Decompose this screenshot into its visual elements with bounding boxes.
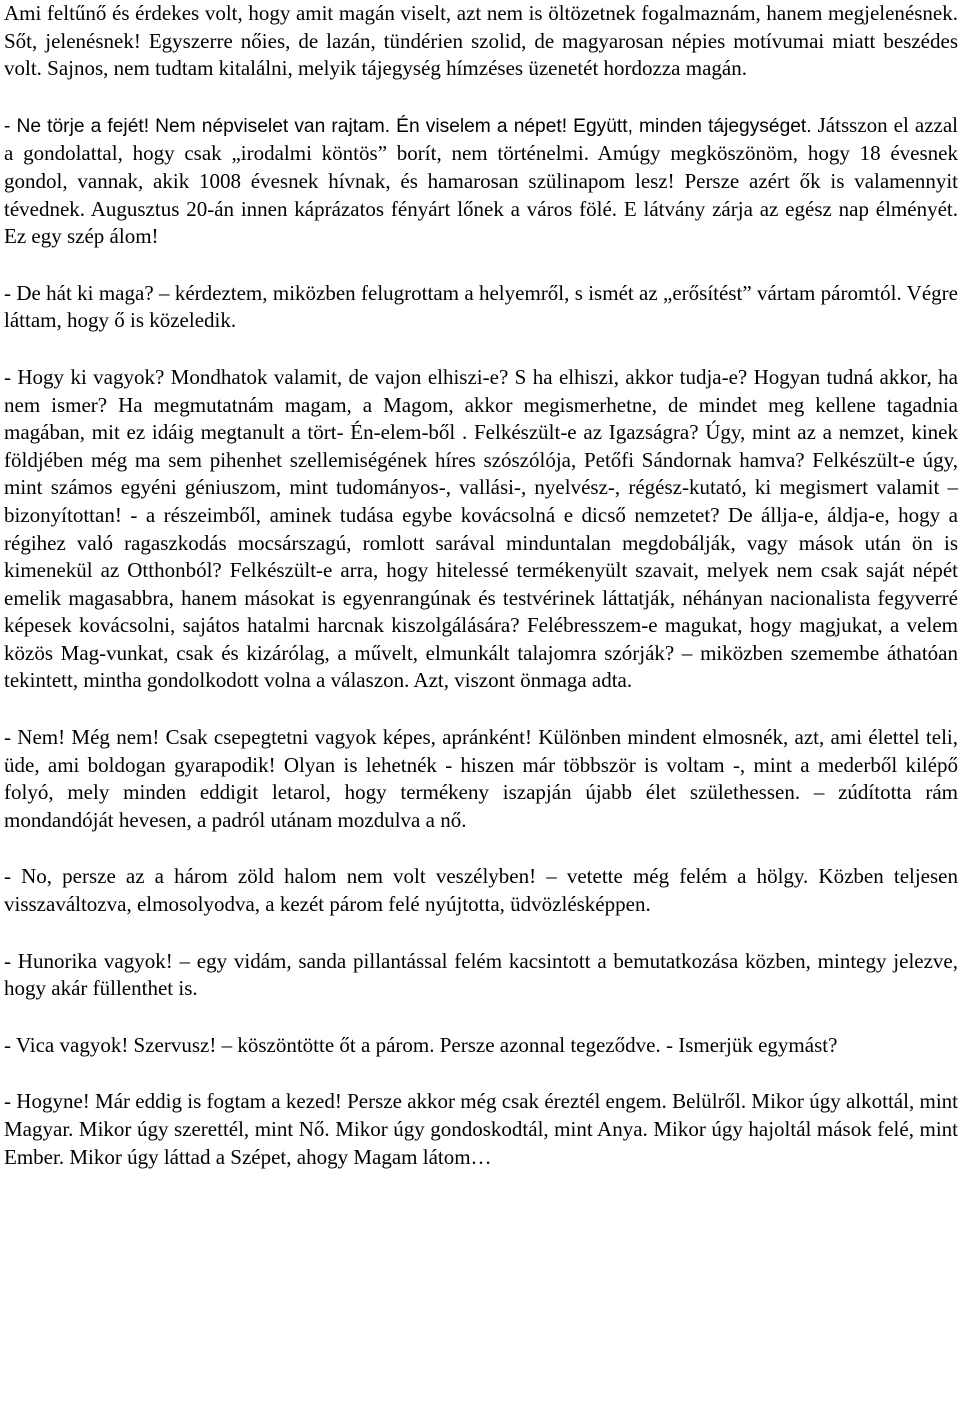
- paragraph-dialogue-8: [4, 1088, 958, 1171]
- paragraph-dialogue-6: [4, 948, 958, 1003]
- paragraph-text: - Vica vagyok! Szervusz! – köszöntötte őt a párom. Persze azonnal tegeződve. - Ismerjük egymást?: [4, 1032, 838, 1057]
- paragraph-text: - Hogy ki vagyok? Mondhatok valamit, de vajon elhiszi-e? S ha elhiszi, akkor tudja-e? Hogyan tudná akkor, ha nem ismer? Ha megmutatnám magam, a Magom, akkor megismerhetne, de mindet meg kellene tagadnia magában, mit ez idáig megtanult a tört- Én-elem-ből . Felkészült-e az Igazságra? Úgy, mint az a nemzet, kinek földjében még ma sem pihenhet szellemiségének híres szószólója, Petőfi Sándornak hamva? Felkészült-e úgy, mint számos egyéni géniuszom, mint tudományos-, vallási-, nyelvész-, régész-kutató, ki megismert valamit – bizonyítottan! - a részeimből, aminek tudása egybe kovácsolná e dicső nemzetet? De állja-e, áldja-e, hogy a régihez való ragaszkodás mocsárszagú, romlott sarával minduntalan megdobálják, vagy mások után ön is kimenekül az Otthonból? Felkészült-e arra, hogy hitelessé termékenyült szavait, melyek nem csak saját népét emelik magasabbra, hanem másokat is egyenrangúnak és testvérinek láttatják, néhányan nacionalista fegyverré képesek kovácsolni, sajátos hatalmi harcnak kiszolgálására? Felébresszem-e magukat, hogy magjukat, a velem közös Mag-vunkat, csak és kizárólag, a művelt, elmunkált talajomra szórják? – miközben szemembe áthatóan tekintett, mintha gondolkodott volna a válaszon. Azt, viszont önmaga adta.: [4, 364, 958, 693]
- paragraph-text: - No, persze az a három zöld halom nem volt veszélyben! – vetette még felém a hölgy. Közben teljesen visszaváltozva, elmosolyodva, a kezét párom felé nyújtotta, üdvözlésképpen.: [4, 864, 958, 917]
- paragraph-sans-text: - Ne törje a fejét! Nem népviselet van rajtam. Én viselem a népet! Együtt, minden tájegységet.: [4, 115, 812, 137]
- paragraph-text: - Hogyne! Már eddig is fogtam a kezed! Persze akkor még csak éreztél engem. Belülről. Mikor úgy alkottál, mint Magyar. Mikor úgy szerettél, mint Nő. Mikor úgy gondoskodtál, mint Anya. Mikor úgy hajoltál mások felé, mint Ember. Mikor úgy láttad a Szépet, ahogy Magam látom…: [4, 1089, 958, 1169]
- paragraph-text: - De hát ki maga? – kérdeztem, miközben felugrottam a helyemről, s ismét az „erősítést” vártam páromtól. Végre láttam, hogy ő is közeledik.: [4, 280, 958, 333]
- paragraph-dialogue-4: [4, 724, 958, 834]
- paragraph-dialogue-3: [4, 364, 958, 695]
- paragraph-text: Játsszon el azzal a gondolattal, hogy csak „irodalmi köntös” borít, nem történelmi. Amúgy megköszönöm, hogy 18 évesnek gondol, vannak, akik 1008 évesnek hívnak, és hamarosan szülinapom lesz! Persze azért ők is valamennyit tévednek. Augusztus 20-án innen káprázatos fényárt lőnek a város fölé. E látvány zárja az egész nap élményét. Ez egy szép álom!: [4, 112, 958, 249]
- paragraph-dialogue-7: [4, 1032, 958, 1060]
- paragraph-text: - Nem! Még nem! Csak csepegtetni vagyok képes, apránként! Különben mindent elmosnék, azt, ami élettel teli, üde, ami boldogan gyarapodik! Olyan is lehetnék - hiszen már többször is voltam -, mint a mederből kilépő folyó, mely minden eddigit letarol, hogy termékeny iszapján újabb élet születhessen. – zúdította rám mondandóját hevesen, a padról utánam mozdulva a nő.: [4, 725, 958, 832]
- document-page: [4, 0, 958, 1171]
- paragraph-text: Ami feltűnő és érdekes volt, hogy amit magán viselt, azt nem is öltözetnek fogalmaznám, hanem megjelenésnek. Sőt, jelenésnek! Egyszerre nőies, de lazán, tündérien szolid, de magyarosan népies motívumai miatt beszédes volt. Sajnos, nem tudtam kitalálni, melyik tájegység hímzéses üzenetét hordozza magán.: [4, 1, 958, 81]
- paragraph-text: - Hunorika vagyok! – egy vidám, sanda pillantással felém kacsintott a bemutatkozása közben, mintegy jelezve, hogy akár füllenthet is.: [4, 948, 958, 1001]
- paragraph-intro: [4, 0, 958, 83]
- paragraph-dialogue-2: [4, 280, 958, 335]
- paragraph-dialogue-1: [4, 112, 958, 251]
- paragraph-dialogue-5: [4, 863, 958, 918]
